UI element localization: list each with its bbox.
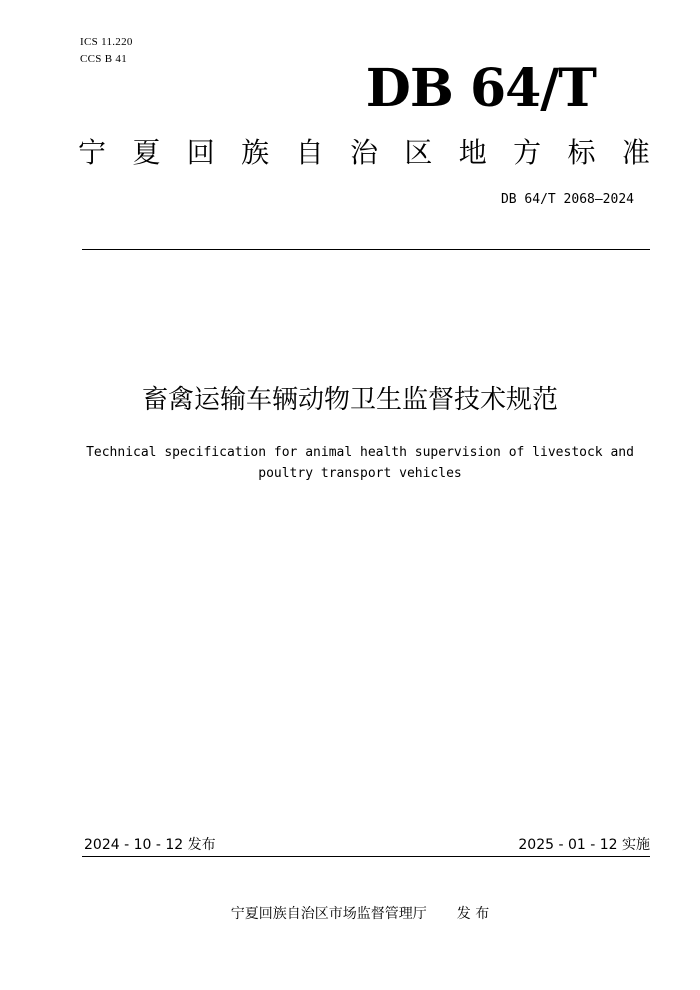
- issuing-organization-banner: [78, 133, 650, 173]
- org-char: 宁: [78, 136, 107, 169]
- standard-number: DB 64/T 2068—2024: [500, 192, 634, 207]
- ccs-code: CCS B 41: [80, 53, 128, 65]
- standard-logo: DB 64/T: [365, 58, 596, 119]
- org-char: 准: [621, 136, 650, 169]
- document-title-english: Technical specification for animal health supervision of livestock and poultry transport vehicles: [86, 445, 634, 481]
- header-divider: [82, 249, 650, 250]
- implementation-date: 2025 - 01 - 12 实施: [518, 837, 650, 853]
- footer-divider: [82, 856, 650, 857]
- org-char: 方: [513, 136, 542, 169]
- org-char: 地: [458, 136, 487, 169]
- ics-code: ICS 11.220: [80, 36, 133, 48]
- org-char: 族: [241, 136, 270, 169]
- document-title-chinese: 畜禽运输车辆动物卫生监督技术规范: [141, 385, 558, 415]
- issue-date: 2024 - 10 - 12 发布: [84, 837, 216, 853]
- org-char: 治: [349, 136, 378, 169]
- org-char: 标: [567, 136, 596, 169]
- org-char: 夏: [132, 136, 161, 169]
- issuer-line: [0, 904, 700, 924]
- org-char: 回: [186, 136, 215, 169]
- issuer-action: 发 布: [456, 906, 490, 922]
- org-char: 区: [404, 136, 433, 169]
- org-char: 自: [295, 136, 324, 169]
- issuer-name: 宁夏回族自治区市场监督管理厅: [230, 906, 427, 922]
